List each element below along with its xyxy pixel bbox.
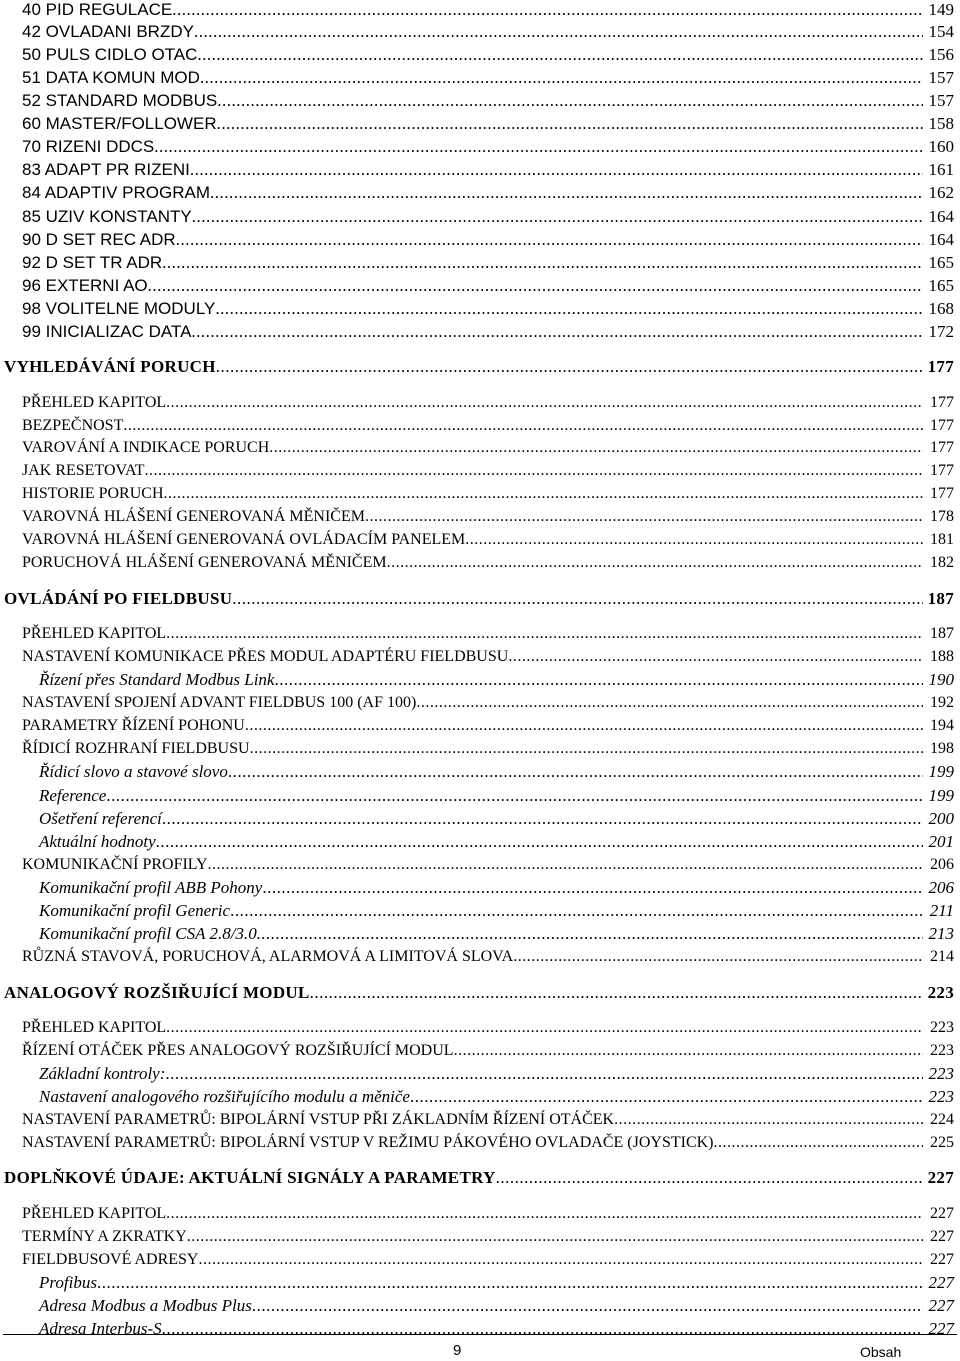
dot-leader <box>145 461 923 481</box>
toc-entry-title: 70 RIZENI DDCS <box>22 137 155 156</box>
toc-entry-page: 164 <box>928 207 954 226</box>
toc-entry[interactable] <box>22 68 954 88</box>
toc-entry-title: PŘEHLED KAPITOL <box>22 1019 167 1036</box>
dot-leader <box>148 276 923 296</box>
toc-entry-title: Profibus <box>39 1273 97 1292</box>
toc-entry-title: PŘEHLED KAPITOL <box>22 625 167 642</box>
toc-entry[interactable] <box>39 878 954 898</box>
dot-leader <box>176 230 923 250</box>
dot-leader <box>190 160 923 180</box>
toc-entry-title: RŮZNÁ STAVOVÁ, PORUCHOVÁ, ALARMOVÁ A LIMITOVÁ SLOVA <box>22 948 514 965</box>
toc-entry[interactable] <box>22 1018 954 1038</box>
toc-entry[interactable] <box>22 160 954 180</box>
toc-entry-page: 227 <box>930 1228 954 1245</box>
dot-leader <box>106 786 923 806</box>
dot-leader <box>162 253 923 273</box>
toc-entry-title: 42 OVLADANI BRZDY <box>22 22 194 41</box>
toc-entry[interactable] <box>22 693 954 713</box>
toc-entry-title: TERMÍNY A ZKRATKY <box>22 1228 187 1245</box>
toc-entry-page: 227 <box>928 1296 954 1315</box>
toc-entry[interactable] <box>22 91 954 111</box>
toc-entry[interactable] <box>22 183 954 203</box>
dot-leader <box>97 1273 923 1293</box>
toc-entry[interactable] <box>22 647 954 667</box>
toc-entry[interactable] <box>22 461 954 481</box>
toc-entry-title: Komunikační profil ABB Pohony <box>39 878 263 897</box>
toc-entry[interactable] <box>22 0 954 20</box>
dot-leader <box>166 1018 923 1038</box>
footer-rule <box>3 1334 957 1335</box>
toc-entry-title: Nastavení analogového rozšiřujícího modulu a měniče <box>39 1087 410 1106</box>
toc-entry-page: 168 <box>928 299 954 318</box>
toc-entry-title: 85 UZIV KONSTANTY <box>22 207 192 226</box>
toc-entry-page: 157 <box>928 91 954 110</box>
toc-entry-page: 177 <box>930 394 954 411</box>
toc-entry-page: 182 <box>930 554 954 571</box>
toc-entry-title: PORUCHOVÁ HLÁŠENÍ GENEROVANÁ MĚNIČEM <box>22 554 387 571</box>
toc-entry-page: 224 <box>930 1111 954 1128</box>
dot-leader <box>156 832 923 852</box>
toc-entry-page: 162 <box>928 183 954 202</box>
toc-entry-page: 227 <box>930 1251 954 1268</box>
dot-leader <box>232 589 923 609</box>
toc-entry-title: ŘÍZENÍ OTÁČEK PŘES ANALOGOVÝ ROZŠIŘUJÍCÍ MODUL <box>22 1042 454 1059</box>
dot-leader <box>261 924 923 944</box>
toc-entry-page: 227 <box>928 1319 954 1338</box>
dot-leader <box>250 739 923 759</box>
toc-entry-page: 211 <box>929 901 954 920</box>
toc-entry-page: 206 <box>928 878 954 897</box>
toc-entry-title: Aktuální hodnoty <box>39 832 156 851</box>
toc-entry-title: 96 EXTERNI AO <box>22 276 148 295</box>
toc-entry[interactable] <box>22 207 954 227</box>
dot-leader <box>274 670 923 690</box>
toc-entry[interactable] <box>22 114 954 134</box>
toc-entry-title: 99 INICIALIZAC DATA <box>22 322 192 341</box>
dot-leader <box>208 855 923 875</box>
toc-entry-page: 172 <box>928 322 954 341</box>
toc-entry-title: PŘEHLED KAPITOL <box>22 394 167 411</box>
toc-entry-title: Komunikační profil Generic <box>39 901 231 920</box>
toc-entry-page: 158 <box>928 114 954 133</box>
dot-leader <box>197 45 923 65</box>
toc-entry[interactable] <box>4 589 954 609</box>
dot-leader <box>164 484 924 504</box>
toc-entry-page: 165 <box>928 253 954 272</box>
toc-entry-title: 90 D SET REC ADR <box>22 230 176 249</box>
toc-entry[interactable] <box>22 230 954 250</box>
dot-leader <box>310 983 923 1003</box>
toc-entry[interactable] <box>39 1064 954 1084</box>
dot-leader <box>187 1227 923 1247</box>
toc-entry-page: 181 <box>930 531 954 548</box>
dot-leader <box>262 878 923 898</box>
toc-entry-page: 154 <box>928 22 954 41</box>
toc-entry[interactable] <box>22 1041 954 1061</box>
toc-entry[interactable] <box>22 739 954 759</box>
toc-entry-page: 156 <box>928 45 954 64</box>
toc-entry-title: Řízení přes Standard Modbus Link <box>39 670 275 689</box>
toc-entry[interactable] <box>22 947 954 967</box>
toc-entry-page: 177 <box>930 417 954 434</box>
dot-leader <box>216 357 923 377</box>
dot-leader <box>166 624 923 644</box>
toc-entry[interactable] <box>39 1319 954 1339</box>
toc-entry[interactable] <box>39 1273 954 1293</box>
toc-entry[interactable] <box>22 716 954 736</box>
toc-entry-page: 192 <box>930 694 954 711</box>
dot-leader <box>416 693 923 713</box>
toc-entry-page: 157 <box>928 68 954 87</box>
toc-entry-title: PARAMETRY ŘÍZENÍ POHONU <box>22 717 245 734</box>
toc-entry[interactable] <box>22 624 954 644</box>
toc-entry-page: 164 <box>928 230 954 249</box>
dot-leader <box>508 647 923 667</box>
dot-leader <box>496 1168 923 1188</box>
toc-entry-page: 187 <box>930 625 954 642</box>
toc-entry[interactable] <box>22 137 954 157</box>
dot-leader <box>154 137 923 157</box>
toc-entry[interactable] <box>22 438 954 458</box>
toc-entry-title: 40 PID REGULACE <box>22 0 173 19</box>
toc-entry[interactable] <box>22 484 954 504</box>
toc-entry-page: 227 <box>930 1205 954 1222</box>
toc-entry[interactable] <box>22 322 954 342</box>
toc-entry[interactable] <box>22 1227 954 1247</box>
toc-entry-page: 178 <box>930 508 954 525</box>
toc-entry-title: VAROVÁNÍ A INDIKACE PORUCH <box>22 439 270 456</box>
toc-entry-page: 201 <box>928 832 954 851</box>
dot-leader <box>217 114 923 134</box>
toc-entry-title: KOMUNIKAČNÍ PROFILY <box>22 856 208 873</box>
toc-entry-title: Řídicí slovo a stavové slovo <box>39 762 228 781</box>
toc-entry-page: 200 <box>928 809 954 828</box>
toc-entry-title: JAK RESETOVAT <box>22 462 145 479</box>
toc-entry[interactable] <box>39 762 954 782</box>
toc-entry[interactable] <box>4 357 954 377</box>
toc-entry-title: 84 ADAPTIV PROGRAM <box>22 183 210 202</box>
toc-entry[interactable] <box>4 1168 954 1188</box>
dot-leader <box>252 1296 923 1316</box>
toc-entry-title: 92 D SET TR ADR <box>22 253 163 272</box>
dot-leader <box>714 1133 923 1153</box>
toc-entry-page: 161 <box>928 160 954 179</box>
dot-leader <box>614 1110 923 1130</box>
toc-entry[interactable] <box>22 1110 954 1130</box>
toc-entry-page: 199 <box>928 762 954 781</box>
toc-entry-title: Reference <box>39 786 107 805</box>
toc-entry-page: 223 <box>930 1042 954 1059</box>
toc-entry[interactable] <box>39 809 954 829</box>
dot-leader <box>162 809 923 829</box>
toc-entry[interactable] <box>22 276 954 296</box>
dot-leader <box>217 91 923 111</box>
toc-entry-title: HISTORIE PORUCH <box>22 485 164 502</box>
toc-entry[interactable] <box>39 832 954 852</box>
toc-entry[interactable] <box>22 393 954 413</box>
dot-leader <box>387 553 923 573</box>
toc-entry-page: 214 <box>930 948 954 965</box>
dot-leader <box>166 1204 923 1224</box>
toc-entry-title: Komunikační profil CSA 2.8/3.0. <box>39 924 261 943</box>
toc-entry-page: 223 <box>930 1019 954 1036</box>
toc-entry-title: NASTAVENÍ PARAMETRŮ: BIPOLÁRNÍ VSTUP V REŽIMU PÁKOVÉHO OVLADAČE (JOYSTICK) <box>22 1134 714 1151</box>
dot-leader <box>465 530 923 550</box>
toc-entry[interactable] <box>39 786 954 806</box>
toc-entry-page: 223 <box>928 1087 954 1106</box>
dot-leader <box>123 416 923 436</box>
dot-leader <box>269 438 923 458</box>
toc-entry-page: 190 <box>928 670 954 689</box>
toc-entry-title: VYHLEDÁVÁNÍ PORUCH <box>4 357 216 376</box>
toc-entry[interactable] <box>22 1204 954 1224</box>
toc-entry[interactable] <box>22 530 954 550</box>
toc-entry[interactable] <box>22 253 954 273</box>
toc-entry-title: 50 PULS CIDLO OTAC <box>22 45 198 64</box>
toc-entry-page: 206 <box>930 856 954 873</box>
toc-entry[interactable] <box>39 901 954 921</box>
toc-entry-title: Základní kontroly: <box>39 1064 166 1083</box>
toc-entry-title: Ošetření referencí <box>39 809 162 828</box>
toc-entry-page: 149 <box>928 0 954 19</box>
dot-leader <box>210 183 923 203</box>
toc-entry-page: 223 <box>927 983 954 1002</box>
toc-entry-title: BEZPEČNOST <box>22 417 124 434</box>
dot-leader <box>165 1064 923 1084</box>
toc-entry-title: OVLÁDÁNÍ PO FIELDBUSU <box>4 589 233 608</box>
toc-entry[interactable] <box>39 1087 954 1107</box>
toc-entry-title: 83 ADAPT PR RIZENI <box>22 160 190 179</box>
toc-entry[interactable] <box>22 507 954 527</box>
toc-entry[interactable] <box>4 983 954 1003</box>
dot-leader <box>410 1087 923 1107</box>
toc-entry-title: NASTAVENÍ PARAMETRŮ: BIPOLÁRNÍ VSTUP PŘI ZÁKLADNÍM ŘÍZENÍ OTÁČEK <box>22 1111 615 1128</box>
toc-entry-title: 60 MASTER/FOLLOWER <box>22 114 217 133</box>
toc-entry-page: 225 <box>930 1134 954 1151</box>
toc-entry-page: 199 <box>928 786 954 805</box>
dot-leader <box>230 901 923 921</box>
dot-leader <box>365 507 923 527</box>
toc-entry-page: 198 <box>930 740 954 757</box>
toc-entry-page: 188 <box>930 648 954 665</box>
toc-entry[interactable] <box>39 924 954 944</box>
dot-leader <box>191 322 923 342</box>
toc-entry[interactable] <box>22 1133 954 1153</box>
toc-entry-page: 194 <box>930 717 954 734</box>
toc-entry-title: ŘÍDICÍ ROZHRANÍ FIELDBUSU <box>22 740 250 757</box>
toc-entry[interactable] <box>22 855 954 875</box>
dot-leader <box>198 1250 923 1270</box>
toc-entry-page: 177 <box>930 485 954 502</box>
dot-leader <box>200 68 923 88</box>
toc-entry-page: 177 <box>927 357 954 376</box>
toc-entry[interactable] <box>22 45 954 65</box>
toc-entry-title: VAROVNÁ HLÁŠENÍ GENEROVANÁ OVLÁDACÍM PANELEM <box>22 531 466 548</box>
toc-entry-page: 177 <box>930 439 954 456</box>
footer-page-number: 9 <box>453 1342 462 1359</box>
toc-entry-title: DOPLŇKOVÉ ÚDAJE: AKTUÁLNÍ SIGNÁLY A PARAMETRY <box>4 1168 496 1187</box>
toc-entry-page: 227 <box>928 1273 954 1292</box>
dot-leader <box>215 299 923 319</box>
toc-entry-page: 223 <box>928 1064 954 1083</box>
dot-leader <box>513 947 923 967</box>
toc-entry-page: 227 <box>927 1168 954 1187</box>
dot-leader <box>194 22 923 42</box>
dot-leader <box>454 1041 923 1061</box>
toc-entry-title: VAROVNÁ HLÁŠENÍ GENEROVANÁ MĚNIČEM <box>22 508 365 525</box>
dot-leader <box>166 393 923 413</box>
toc-entry-title: 52 STANDARD MODBUS <box>22 91 218 110</box>
footer-section-label: Obsah <box>860 1344 902 1360</box>
dot-leader <box>245 716 923 736</box>
toc-entry-page: 160 <box>928 137 954 156</box>
dot-leader <box>228 762 923 782</box>
toc-entry[interactable] <box>22 1250 954 1270</box>
toc-entry[interactable] <box>39 1296 954 1316</box>
toc-entry-page: 177 <box>930 462 954 479</box>
toc-entry[interactable] <box>22 22 954 42</box>
toc-entry-page: 165 <box>928 276 954 295</box>
toc-entry-title: ANALOGOVÝ ROZŠIŘUJÍCÍ MODUL <box>4 983 310 1002</box>
toc-entry[interactable] <box>22 416 954 436</box>
toc-entry-title: NASTAVENÍ SPOJENÍ ADVANT FIELDBUS 100 (AF 100) <box>22 694 417 711</box>
dot-leader <box>192 207 923 227</box>
toc-entry-title: FIELDBUSOVÉ ADRESY <box>22 1251 199 1268</box>
toc-entry-title: PŘEHLED KAPITOL <box>22 1205 167 1222</box>
dot-leader <box>172 0 923 20</box>
toc-entry-title: 98 VOLITELNE MODULY <box>22 299 216 318</box>
toc-entry-title: Adresa Interbus-S <box>39 1319 162 1338</box>
toc-entry-title: Adresa Modbus a Modbus Plus <box>39 1296 252 1315</box>
toc-entry-title: NASTAVENÍ KOMUNIKACE PŘES MODUL ADAPTÉRU FIELDBUSU <box>22 648 509 665</box>
toc-entry-page: 187 <box>927 589 954 608</box>
toc-entry[interactable] <box>22 553 954 573</box>
toc-entry-title: 51 DATA KOMUN MOD <box>22 68 200 87</box>
dot-leader <box>162 1319 923 1339</box>
toc-entry[interactable] <box>39 670 954 690</box>
toc-entry[interactable] <box>22 299 954 319</box>
toc-entry-page: 213 <box>928 924 954 943</box>
